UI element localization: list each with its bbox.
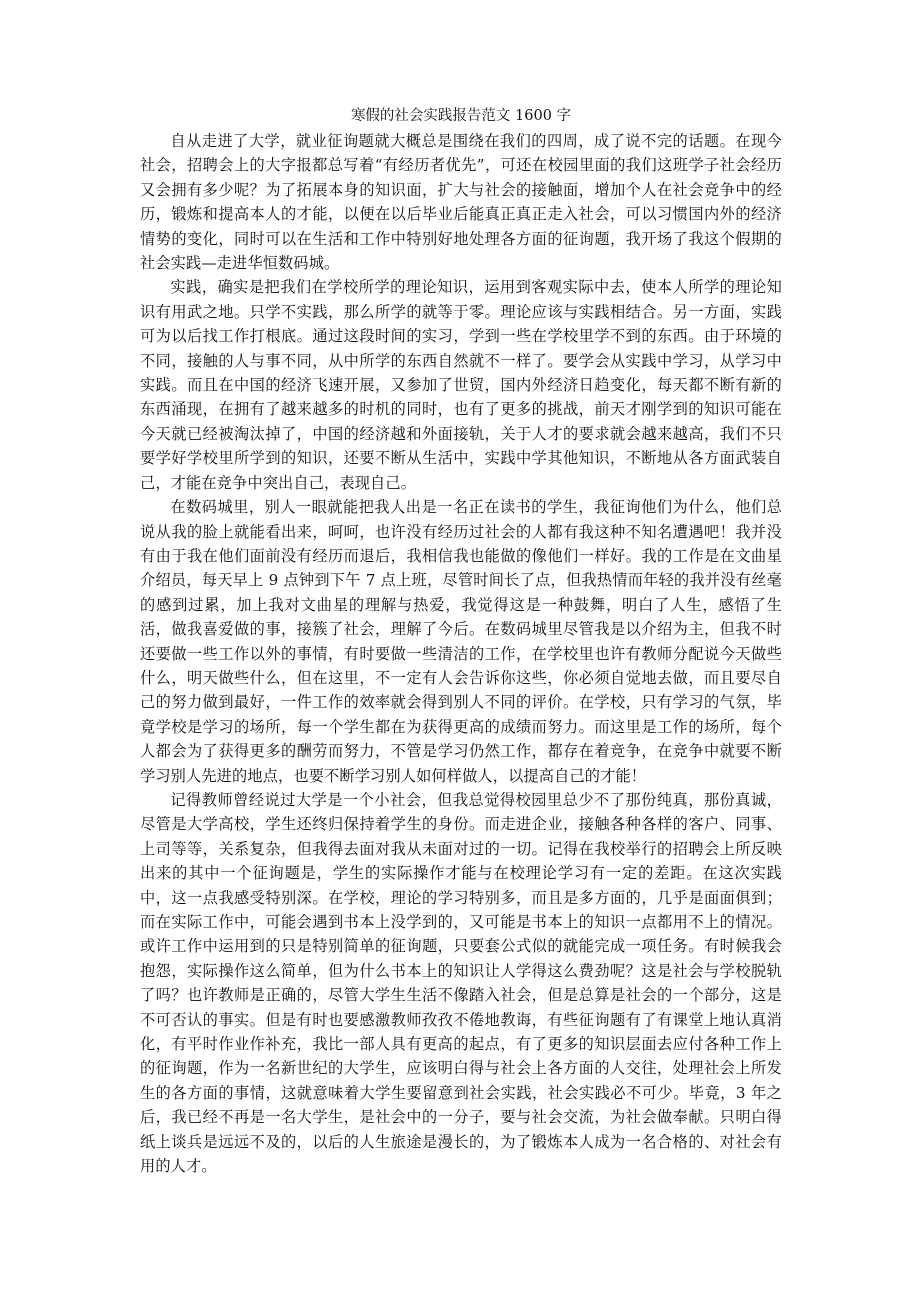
document-title: 寒假的社会实践报告范文 1600 字	[350, 108, 572, 124]
paragraph-4: 记得教师曾经说过大学是一个小社会，但我总觉得校园里总少不了那份纯真，那份真诚，尽管是大学高校，学生还终归保持着学生的身份。而走进企业，接触各种各样的客户、同事、上司等等，关系复杂，但我得去面对我从未面对过的一切。记得在我校举行的招聘会上所反映出来的其中一个征询题是，学生的实际操作才能与在校理论学习有一定的差距。在这次实践中，这一点我感受特别深。在学校，理论的学习特别多，而且是多方面的，几乎是面面俱到；而在实际工作中，可能会遇到书本上没学到的，又可能是书本上的知识一点都用不上的情况。或许工作中运用到的只是特别简单的征询题，只要套公式似的就能完成一项任务。有时候我会抱怨，实际操作这么简单，但为什么书本上的知识让人学得这么费劲呢？这是社会与学校脱轨了吗？也许教师是正确的，尽管大学生生活不像踏入社会，但是总算是社会的一个部分，这是不可否认的事实。但是有时也要感激教师孜孜不倦地教诲，有些征询题有了有课堂上地认真消化，有平时作业作补充，我比一部人具有更高的起点，有了更多的知识层面去应付各种工作上的征询题，作为一名新世纪的大学生，应该明白得与社会上各方面的人交往，处理社会上所发生的各方面的事情，这就意味着大学生要留意到社会实践，社会实践必不可少。毕竟，3 年之后，我已经不再是一名大学生，是社会中的一分子，要与社会交流，为社会做奉献。只明白得纸上谈兵是远远不及的，以后的人生旅途是漫长的，为了锻炼本人成为一名合格的、对社会有用的人才。	[140, 790, 782, 1176]
document-page	[140, 105, 782, 1178]
paragraph-3: 在数码城里，别人一眼就能把我人出是一名正在读书的学生，我征询他们为什么，他们总说从我的脸上就能看出来，呵呵，也许没有经历过社会的人都有我这种不知名遭遇吧！我并没有由于我在他们面前没有经历而退后，我相信我也能做的像他们一样好。我的工作是在文曲星介绍员，每天早上 9 点钟到下午 7 点上班，尽管时间长了点，但我热情而年轻的我并没有丝毫的感到过累，加上我对文曲星的理解与热爱，我觉得这是一种鼓舞，明白了人生，感悟了生活，做我喜爱做的事，接簇了社会，理解了今后。在数码城里尽管我是以介绍为主，但我不时还要做一些工作以外的事情，有时要做一些清洁的工作，在学校里也许有教师分配说今天做些什么，明天做些什么，但在这里，不一定有人会告诉你这些，你必须自觉地去做，而且要尽自己的努力做到最好，一件工作的效率就会得到别人不同的评价。在学校，只有学习的气氛，毕竟学校是学习的场所，每一个学生都在为获得更高的成绩而努力。而这里是工作的场所，每个人都会为了获得更多的酬劳而努力，不管是学习仍然工作，都存在着竞争，在竞争中就要不断学习别人先进的地点，也要不断学习别人如何样做人，以提高自己的才能！	[140, 498, 782, 785]
paragraph-2: 实践，确实是把我们在学校所学的理论知识，运用到客观实际中去，使本人所学的理论知识有用武之地。只学不实践，那么所学的就等于零。理论应该与实践相结合。另一方面，实践可为以后找工作打根底。通过这段时间的实习，学到一些在学校里学不到的东西。由于环境的不同，接触的人与事不同，从中所学的东西自然就不一样了。要学会从实践中学习，从学习中实践。而且在中国的经济飞速开展，又参加了世贸，国内外经济日趋变化，每天都不断有新的东西涌现，在拥有了越来越多的时机的同时，也有了更多的挑战，前天才刚学到的知识可能在今天就已经被淘汰掉了，中国的经济越和外面接轨，关于人才的要求就会越来越高，我们不只要学好学校里所学到的知识，还要不断从生活中，实践中学其他知识，不断地从各方面武装自己，才能在竞争中突出自己，表现自己。	[140, 278, 782, 492]
paragraph-1: 自从走进了大学，就业征询题就大概总是围绕在我们的四周，成了说不完的话题。在现今社会，招聘会上的大字报都总写着“有经历者优先”，可还在校园里面的我们这班学子社会经历又会拥有多少呢？为了拓展本身的知识面，扩大与社会的接触面，增加个人在社会竞争中的经历，锻炼和提高本人的才能，以便在以后毕业后能真正真正走入社会，可以习惯国内外的经济情势的变化，同时可以在生活和工作中特别好地处理各方面的征询题，我开场了我这个假期的社会实践—走进华恒数码城。	[140, 132, 782, 273]
